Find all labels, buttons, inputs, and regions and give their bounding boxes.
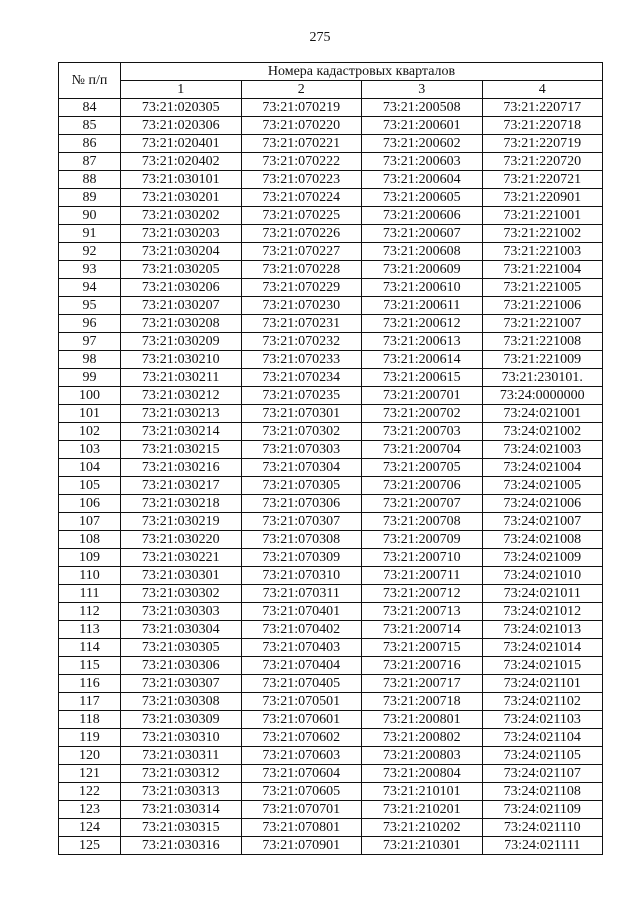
quarter-col-4-cell: 73:24:021003 xyxy=(482,441,603,459)
quarter-col-3-cell: 73:21:200604 xyxy=(362,171,483,189)
quarter-col-2-cell: 73:21:070230 xyxy=(241,297,362,315)
page-number: 275 xyxy=(309,30,331,45)
quarter-col-3-cell: 73:21:200707 xyxy=(362,495,483,513)
row-number-cell: 119 xyxy=(59,729,121,747)
quarter-col-4-cell: 73:24:021004 xyxy=(482,459,603,477)
quarter-col-1-cell: 73:21:030213 xyxy=(121,405,242,423)
quarter-col-4-cell: 73:21:220720 xyxy=(482,153,603,171)
quarter-col-1-cell: 73:21:030220 xyxy=(121,531,242,549)
table-row xyxy=(59,693,603,711)
quarter-col-4-cell: 73:24:021005 xyxy=(482,477,603,495)
row-number-cell: 111 xyxy=(59,585,121,603)
quarter-col-2-cell: 73:21:070222 xyxy=(241,153,362,171)
quarter-col-3-cell: 73:21:200708 xyxy=(362,513,483,531)
column-number-2: 2 xyxy=(241,81,362,99)
table-row xyxy=(59,513,603,531)
quarter-col-1-cell: 73:21:030211 xyxy=(121,369,242,387)
quarter-col-2-cell: 73:21:070605 xyxy=(241,783,362,801)
quarter-col-3-cell: 73:21:210301 xyxy=(362,837,483,855)
quarter-col-2-cell: 73:21:070501 xyxy=(241,693,362,711)
quarter-col-3-cell: 73:21:200703 xyxy=(362,423,483,441)
quarter-col-2-cell: 73:21:070901 xyxy=(241,837,362,855)
quarter-col-1-cell: 73:21:030312 xyxy=(121,765,242,783)
quarter-col-3-cell: 73:21:200711 xyxy=(362,567,483,585)
quarter-col-3-cell: 73:21:200609 xyxy=(362,261,483,279)
row-number-cell: 109 xyxy=(59,549,121,567)
quarter-col-2-cell: 73:21:070701 xyxy=(241,801,362,819)
row-number-cell: 98 xyxy=(59,351,121,369)
quarter-col-1-cell: 73:21:030306 xyxy=(121,657,242,675)
table-row xyxy=(59,585,603,603)
quarter-col-1-cell: 73:21:030212 xyxy=(121,387,242,405)
quarter-col-2-cell: 73:21:070310 xyxy=(241,567,362,585)
quarter-col-1-cell: 73:21:020401 xyxy=(121,135,242,153)
row-number-cell: 87 xyxy=(59,153,121,171)
quarter-col-4-cell: 73:21:221003 xyxy=(482,243,603,261)
table-row xyxy=(59,171,603,189)
quarter-col-3-cell: 73:21:200601 xyxy=(362,117,483,135)
quarter-col-3-cell: 73:21:200614 xyxy=(362,351,483,369)
quarter-col-2-cell: 73:21:070229 xyxy=(241,279,362,297)
quarter-col-3-cell: 73:21:200718 xyxy=(362,693,483,711)
row-number-cell: 88 xyxy=(59,171,121,189)
quarter-col-3-cell: 73:21:210202 xyxy=(362,819,483,837)
quarter-col-1-cell: 73:21:030303 xyxy=(121,603,242,621)
row-number-cell: 116 xyxy=(59,675,121,693)
quarter-col-2-cell: 73:21:070304 xyxy=(241,459,362,477)
table-row xyxy=(59,711,603,729)
quarter-col-4-cell: 73:21:221009 xyxy=(482,351,603,369)
quarter-col-4-cell: 73:24:021006 xyxy=(482,495,603,513)
table-row xyxy=(59,477,603,495)
quarter-col-3-cell: 73:21:200606 xyxy=(362,207,483,225)
quarter-col-2-cell: 73:21:070228 xyxy=(241,261,362,279)
row-number-cell: 90 xyxy=(59,207,121,225)
table-row xyxy=(59,675,603,693)
quarter-col-3-cell: 73:21:200710 xyxy=(362,549,483,567)
quarter-col-3-cell: 73:21:200613 xyxy=(362,333,483,351)
cadastral-numbers-header: Номера кадастровых кварталов xyxy=(121,63,603,81)
quarter-col-1-cell: 73:21:030309 xyxy=(121,711,242,729)
row-number-cell: 118 xyxy=(59,711,121,729)
quarter-col-1-cell: 73:21:030209 xyxy=(121,333,242,351)
quarter-col-3-cell: 73:21:200602 xyxy=(362,135,483,153)
quarter-col-4-cell: 73:24:021104 xyxy=(482,729,603,747)
row-number-cell: 93 xyxy=(59,261,121,279)
quarter-col-1-cell: 73:21:030301 xyxy=(121,567,242,585)
quarter-col-2-cell: 73:21:070233 xyxy=(241,351,362,369)
row-number-cell: 125 xyxy=(59,837,121,855)
quarter-col-1-cell: 73:21:030304 xyxy=(121,621,242,639)
quarter-col-4-cell: 73:24:021111 xyxy=(482,837,603,855)
quarter-col-1-cell: 73:21:030316 xyxy=(121,837,242,855)
row-number-cell: 112 xyxy=(59,603,121,621)
quarter-col-1-cell: 73:21:030311 xyxy=(121,747,242,765)
row-number-cell: 89 xyxy=(59,189,121,207)
table-row xyxy=(59,279,603,297)
quarter-col-1-cell: 73:21:030313 xyxy=(121,783,242,801)
quarter-col-4-cell: 73:21:221002 xyxy=(482,225,603,243)
quarter-col-4-cell: 73:24:021012 xyxy=(482,603,603,621)
quarter-col-4-cell: 73:24:021107 xyxy=(482,765,603,783)
quarter-col-1-cell: 73:21:030221 xyxy=(121,549,242,567)
quarter-col-1-cell: 73:21:030216 xyxy=(121,459,242,477)
quarter-col-2-cell: 73:21:070306 xyxy=(241,495,362,513)
row-number-cell: 121 xyxy=(59,765,121,783)
quarter-col-3-cell: 73:21:200804 xyxy=(362,765,483,783)
quarter-col-4-cell: 73:24:021102 xyxy=(482,693,603,711)
row-number-cell: 103 xyxy=(59,441,121,459)
quarter-col-4-cell: 73:24:021015 xyxy=(482,657,603,675)
table-row xyxy=(59,747,603,765)
table-row xyxy=(59,783,603,801)
quarter-col-3-cell: 73:21:200702 xyxy=(362,405,483,423)
quarter-col-3-cell: 73:21:200608 xyxy=(362,243,483,261)
column-number-3: 3 xyxy=(362,81,483,99)
quarter-col-4-cell: 73:24:021009 xyxy=(482,549,603,567)
table-row xyxy=(59,405,603,423)
quarter-col-2-cell: 73:21:070301 xyxy=(241,405,362,423)
table-row xyxy=(59,387,603,405)
row-number-cell: 99 xyxy=(59,369,121,387)
row-number-cell: 113 xyxy=(59,621,121,639)
quarter-col-3-cell: 73:21:200713 xyxy=(362,603,483,621)
quarter-col-3-cell: 73:21:200508 xyxy=(362,99,483,117)
table-row xyxy=(59,351,603,369)
row-number-cell: 120 xyxy=(59,747,121,765)
row-number-cell: 101 xyxy=(59,405,121,423)
table-row xyxy=(59,135,603,153)
quarter-col-3-cell: 73:21:200610 xyxy=(362,279,483,297)
quarter-col-3-cell: 73:21:200709 xyxy=(362,531,483,549)
row-number-cell: 105 xyxy=(59,477,121,495)
quarter-col-3-cell: 73:21:210201 xyxy=(362,801,483,819)
row-number-cell: 84 xyxy=(59,99,121,117)
row-number-cell: 86 xyxy=(59,135,121,153)
quarter-col-3-cell: 73:21:200802 xyxy=(362,729,483,747)
quarter-col-1-cell: 73:21:030204 xyxy=(121,243,242,261)
table-row xyxy=(59,243,603,261)
quarter-col-2-cell: 73:21:070303 xyxy=(241,441,362,459)
quarter-col-2-cell: 73:21:070235 xyxy=(241,387,362,405)
table-body xyxy=(59,99,603,855)
row-number-cell: 95 xyxy=(59,297,121,315)
quarter-col-3-cell: 73:21:200803 xyxy=(362,747,483,765)
row-number-cell: 91 xyxy=(59,225,121,243)
quarter-col-3-cell: 73:21:200714 xyxy=(362,621,483,639)
table-row xyxy=(59,801,603,819)
table-row xyxy=(59,729,603,747)
quarter-col-4-cell: 73:21:230101. xyxy=(482,369,603,387)
quarter-col-2-cell: 73:21:070402 xyxy=(241,621,362,639)
quarter-col-4-cell: 73:21:221006 xyxy=(482,297,603,315)
table-row xyxy=(59,225,603,243)
quarter-col-2-cell: 73:21:070403 xyxy=(241,639,362,657)
quarter-col-3-cell: 73:21:210101 xyxy=(362,783,483,801)
quarter-col-1-cell: 73:21:030307 xyxy=(121,675,242,693)
quarter-col-2-cell: 73:21:070308 xyxy=(241,531,362,549)
table-row xyxy=(59,441,603,459)
table-row xyxy=(59,657,603,675)
quarter-col-3-cell: 73:21:200706 xyxy=(362,477,483,495)
row-number-cell: 123 xyxy=(59,801,121,819)
quarter-col-2-cell: 73:21:070309 xyxy=(241,549,362,567)
quarter-col-2-cell: 73:21:070801 xyxy=(241,819,362,837)
quarter-col-3-cell: 73:21:200716 xyxy=(362,657,483,675)
column-number-1: 1 xyxy=(121,81,242,99)
quarter-col-4-cell: 73:21:220717 xyxy=(482,99,603,117)
quarter-col-2-cell: 73:21:070223 xyxy=(241,171,362,189)
quarter-col-3-cell: 73:21:200704 xyxy=(362,441,483,459)
quarter-col-4-cell: 73:21:220718 xyxy=(482,117,603,135)
quarter-col-2-cell: 73:21:070401 xyxy=(241,603,362,621)
table-row xyxy=(59,189,603,207)
quarter-col-2-cell: 73:21:070225 xyxy=(241,207,362,225)
quarter-col-4-cell: 73:21:221007 xyxy=(482,315,603,333)
quarter-col-2-cell: 73:21:070231 xyxy=(241,315,362,333)
quarter-col-3-cell: 73:21:200615 xyxy=(362,369,483,387)
quarter-col-1-cell: 73:21:030214 xyxy=(121,423,242,441)
quarter-col-1-cell: 73:21:030208 xyxy=(121,315,242,333)
table-row xyxy=(59,765,603,783)
quarter-col-2-cell: 73:21:070601 xyxy=(241,711,362,729)
quarter-col-1-cell: 73:21:030203 xyxy=(121,225,242,243)
quarter-col-2-cell: 73:21:070405 xyxy=(241,675,362,693)
quarter-col-4-cell: 73:24:021008 xyxy=(482,531,603,549)
quarter-col-3-cell: 73:21:200603 xyxy=(362,153,483,171)
quarter-col-1-cell: 73:21:030201 xyxy=(121,189,242,207)
table-row xyxy=(59,369,603,387)
quarter-col-3-cell: 73:21:200607 xyxy=(362,225,483,243)
row-number-cell: 104 xyxy=(59,459,121,477)
quarter-col-2-cell: 73:21:070234 xyxy=(241,369,362,387)
quarter-col-1-cell: 73:21:030310 xyxy=(121,729,242,747)
quarter-col-1-cell: 73:21:020305 xyxy=(121,99,242,117)
row-number-cell: 100 xyxy=(59,387,121,405)
row-number-cell: 97 xyxy=(59,333,121,351)
table-row xyxy=(59,261,603,279)
header-row-top xyxy=(59,63,603,81)
quarter-col-1-cell: 73:21:030218 xyxy=(121,495,242,513)
quarter-col-2-cell: 73:21:070404 xyxy=(241,657,362,675)
quarter-col-4-cell: 73:24:021109 xyxy=(482,801,603,819)
quarter-col-1-cell: 73:21:030308 xyxy=(121,693,242,711)
row-number-cell: 96 xyxy=(59,315,121,333)
row-number-cell: 106 xyxy=(59,495,121,513)
quarter-col-4-cell: 73:21:221008 xyxy=(482,333,603,351)
table-row xyxy=(59,549,603,567)
table-row xyxy=(59,315,603,333)
table-row xyxy=(59,531,603,549)
quarter-col-4-cell: 73:21:220721 xyxy=(482,171,603,189)
quarter-col-1-cell: 73:21:030206 xyxy=(121,279,242,297)
quarter-col-2-cell: 73:21:070603 xyxy=(241,747,362,765)
quarter-col-1-cell: 73:21:030315 xyxy=(121,819,242,837)
quarter-col-1-cell: 73:21:030302 xyxy=(121,585,242,603)
quarter-col-2-cell: 73:21:070226 xyxy=(241,225,362,243)
quarter-col-3-cell: 73:21:200701 xyxy=(362,387,483,405)
header-row-column-numbers xyxy=(59,81,603,99)
table-row xyxy=(59,567,603,585)
quarter-col-2-cell: 73:21:070224 xyxy=(241,189,362,207)
table-row xyxy=(59,639,603,657)
quarter-col-3-cell: 73:21:200611 xyxy=(362,297,483,315)
table-row xyxy=(59,207,603,225)
row-number-cell: 85 xyxy=(59,117,121,135)
quarter-col-1-cell: 73:21:030217 xyxy=(121,477,242,495)
quarter-col-3-cell: 73:21:200612 xyxy=(362,315,483,333)
row-number-cell: 92 xyxy=(59,243,121,261)
quarter-col-4-cell: 73:21:221005 xyxy=(482,279,603,297)
quarter-col-2-cell: 73:21:070307 xyxy=(241,513,362,531)
quarter-col-1-cell: 73:21:030215 xyxy=(121,441,242,459)
quarter-col-4-cell: 73:24:021011 xyxy=(482,585,603,603)
table-row xyxy=(59,819,603,837)
table-row xyxy=(59,423,603,441)
table-row xyxy=(59,117,603,135)
quarter-col-4-cell: 73:24:021108 xyxy=(482,783,603,801)
quarter-col-1-cell: 73:21:030219 xyxy=(121,513,242,531)
quarter-col-4-cell: 73:21:221004 xyxy=(482,261,603,279)
quarter-col-3-cell: 73:21:200717 xyxy=(362,675,483,693)
quarter-col-4-cell: 73:24:021103 xyxy=(482,711,603,729)
table-row xyxy=(59,837,603,855)
row-number-cell: 115 xyxy=(59,657,121,675)
column-number-4: 4 xyxy=(482,81,603,99)
quarter-col-3-cell: 73:21:200712 xyxy=(362,585,483,603)
quarter-col-4-cell: 73:24:021002 xyxy=(482,423,603,441)
quarter-col-2-cell: 73:21:070311 xyxy=(241,585,362,603)
table-row xyxy=(59,333,603,351)
row-number-cell: 108 xyxy=(59,531,121,549)
quarter-col-2-cell: 73:21:070305 xyxy=(241,477,362,495)
quarter-col-2-cell: 73:21:070302 xyxy=(241,423,362,441)
quarter-col-1-cell: 73:21:030314 xyxy=(121,801,242,819)
quarter-col-1-cell: 73:21:030305 xyxy=(121,639,242,657)
table-row xyxy=(59,621,603,639)
quarter-col-2-cell: 73:21:070221 xyxy=(241,135,362,153)
quarter-col-1-cell: 73:21:030210 xyxy=(121,351,242,369)
row-number-cell: 124 xyxy=(59,819,121,837)
quarter-col-2-cell: 73:21:070220 xyxy=(241,117,362,135)
quarter-col-1-cell: 73:21:020306 xyxy=(121,117,242,135)
row-number-cell: 107 xyxy=(59,513,121,531)
quarter-col-1-cell: 73:21:030205 xyxy=(121,261,242,279)
quarter-col-1-cell: 73:21:030101 xyxy=(121,171,242,189)
quarter-col-4-cell: 73:24:0000000 xyxy=(482,387,603,405)
quarter-col-4-cell: 73:24:021001 xyxy=(482,405,603,423)
quarter-col-1-cell: 73:21:030207 xyxy=(121,297,242,315)
quarter-col-3-cell: 73:21:200715 xyxy=(362,639,483,657)
quarter-col-3-cell: 73:21:200801 xyxy=(362,711,483,729)
quarter-col-4-cell: 73:21:220719 xyxy=(482,135,603,153)
row-number-cell: 122 xyxy=(59,783,121,801)
table-row xyxy=(59,459,603,477)
quarter-col-3-cell: 73:21:200705 xyxy=(362,459,483,477)
quarter-col-2-cell: 73:21:070604 xyxy=(241,765,362,783)
quarter-col-1-cell: 73:21:020402 xyxy=(121,153,242,171)
table-header xyxy=(59,63,603,99)
quarter-col-4-cell: 73:24:021010 xyxy=(482,567,603,585)
quarter-col-4-cell: 73:24:021105 xyxy=(482,747,603,765)
row-number-cell: 102 xyxy=(59,423,121,441)
quarter-col-4-cell: 73:21:220901 xyxy=(482,189,603,207)
quarter-col-2-cell: 73:21:070232 xyxy=(241,333,362,351)
quarter-col-2-cell: 73:21:070602 xyxy=(241,729,362,747)
quarter-col-4-cell: 73:24:021110 xyxy=(482,819,603,837)
row-number-cell: 94 xyxy=(59,279,121,297)
quarter-col-3-cell: 73:21:200605 xyxy=(362,189,483,207)
table-row xyxy=(59,99,603,117)
cadastral-quarters-table xyxy=(58,62,603,855)
row-number-cell: 117 xyxy=(59,693,121,711)
table-row xyxy=(59,153,603,171)
quarter-col-2-cell: 73:21:070219 xyxy=(241,99,362,117)
quarter-col-4-cell: 73:21:221001 xyxy=(482,207,603,225)
quarter-col-4-cell: 73:24:021013 xyxy=(482,621,603,639)
quarter-col-1-cell: 73:21:030202 xyxy=(121,207,242,225)
table-row xyxy=(59,603,603,621)
quarter-col-4-cell: 73:24:021101 xyxy=(482,675,603,693)
table-row xyxy=(59,297,603,315)
row-number-cell: 110 xyxy=(59,567,121,585)
row-number-header: № п/п xyxy=(59,63,121,99)
quarter-col-4-cell: 73:24:021007 xyxy=(482,513,603,531)
quarter-col-2-cell: 73:21:070227 xyxy=(241,243,362,261)
quarter-col-4-cell: 73:24:021014 xyxy=(482,639,603,657)
row-number-cell: 114 xyxy=(59,639,121,657)
table-row xyxy=(59,495,603,513)
